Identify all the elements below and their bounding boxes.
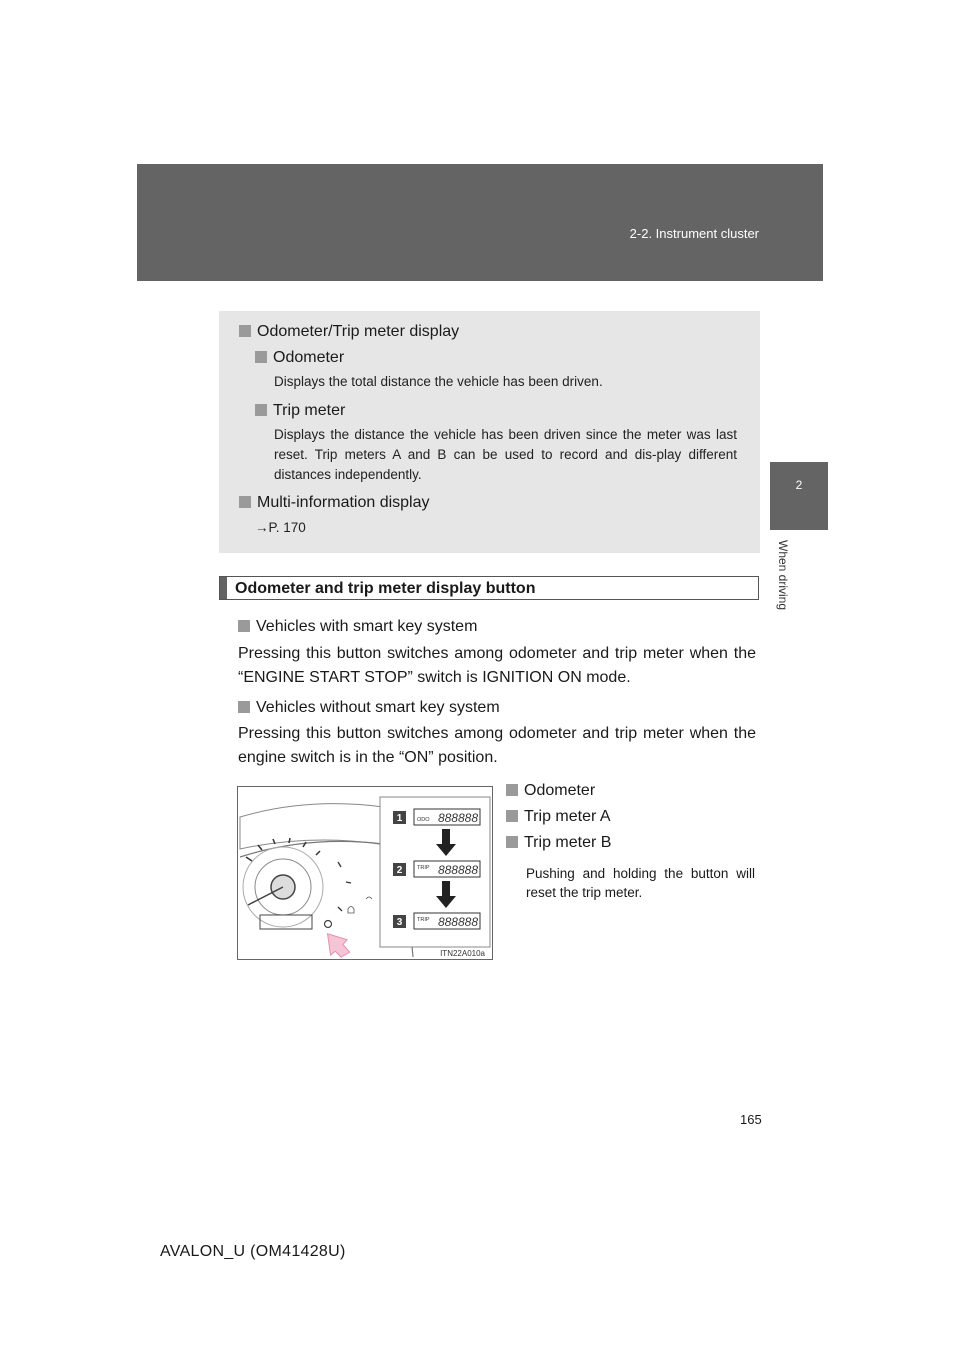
reset-note: Pushing and holding the button will reset the trip meter. bbox=[526, 866, 755, 900]
square-bullet-icon bbox=[239, 325, 251, 337]
trip-b-display bbox=[414, 913, 480, 929]
trip-button-icon bbox=[325, 921, 332, 928]
square-bullet-icon bbox=[506, 784, 518, 796]
section-heading: Odometer and trip meter display button bbox=[235, 580, 536, 597]
svg-text:1: 1 bbox=[396, 813, 403, 824]
header-band bbox=[137, 164, 823, 281]
chapter-number: 2 bbox=[795, 478, 803, 492]
instrument-cluster-figure bbox=[237, 786, 493, 960]
step-badge-1 bbox=[393, 811, 406, 824]
square-bullet-icon bbox=[255, 404, 267, 416]
multi-reference: →P. 170 bbox=[255, 520, 306, 535]
smart-key-heading: Vehicles with smart key system bbox=[238, 618, 477, 636]
cluster-illustration bbox=[238, 787, 493, 960]
section-heading-bar bbox=[219, 576, 759, 600]
svg-text:888888: 888888 bbox=[437, 811, 478, 825]
step-badge-3 bbox=[393, 915, 406, 928]
multi-heading: Multi-information display bbox=[239, 494, 430, 512]
figure-code: ITN22A010a bbox=[440, 949, 485, 958]
section-accent bbox=[220, 577, 227, 599]
odometer-heading: Odometer bbox=[255, 349, 344, 367]
trip-heading: Trip meter bbox=[255, 402, 345, 420]
square-bullet-icon bbox=[506, 836, 518, 848]
svg-text:3: 3 bbox=[396, 917, 403, 928]
trip-text: Displays the distance the vehicle has been driven since the meter was last reset. Trip meters A and B can be used to record and dis-play different distances independently. bbox=[274, 427, 737, 482]
svg-text:2: 2 bbox=[396, 865, 403, 876]
legend-item-odometer: Odometer bbox=[506, 782, 595, 800]
pointer-arrow-icon bbox=[321, 927, 354, 960]
chapter-title: When driving bbox=[776, 540, 790, 611]
odometer-text: Displays the total distance the vehicle has been driven. bbox=[274, 374, 603, 389]
legend-item-trip-a: Trip meter A bbox=[506, 808, 611, 826]
svg-text:TRIP: TRIP bbox=[417, 917, 430, 923]
chapter-tab bbox=[770, 462, 828, 530]
no-smart-key-text: Pressing this button switches among odometer and trip meter when the engine switch is in the “ON” position. bbox=[238, 725, 756, 766]
square-bullet-icon bbox=[255, 351, 267, 363]
svg-text:888888: 888888 bbox=[437, 863, 478, 877]
no-smart-key-heading: Vehicles without smart key system bbox=[238, 699, 500, 717]
odometer-display bbox=[414, 809, 480, 825]
step-badge-2 bbox=[393, 863, 406, 876]
square-bullet-icon bbox=[238, 620, 250, 632]
info-heading: Odometer/Trip meter display bbox=[239, 323, 459, 341]
square-bullet-icon bbox=[506, 810, 518, 822]
square-bullet-icon bbox=[239, 496, 251, 508]
info-box bbox=[219, 311, 760, 553]
legend-item-trip-b: Trip meter B bbox=[506, 834, 611, 852]
footer-model: AVALON_U (OM41428U) bbox=[160, 1243, 346, 1260]
trip-a-display bbox=[414, 861, 480, 877]
svg-text:ODO: ODO bbox=[417, 817, 430, 823]
section-title: 2-2. Instrument cluster bbox=[629, 226, 759, 241]
square-bullet-icon bbox=[238, 701, 250, 713]
chapter-label bbox=[762, 540, 802, 630]
svg-text:888888: 888888 bbox=[437, 915, 478, 929]
smart-key-text: Pressing this button switches among odometer and trip meter when the “ENGINE START STOP” switch is IGNITION ON mode. bbox=[238, 645, 756, 686]
page-number: 165 bbox=[740, 1112, 762, 1127]
svg-text:TRIP: TRIP bbox=[417, 865, 430, 871]
